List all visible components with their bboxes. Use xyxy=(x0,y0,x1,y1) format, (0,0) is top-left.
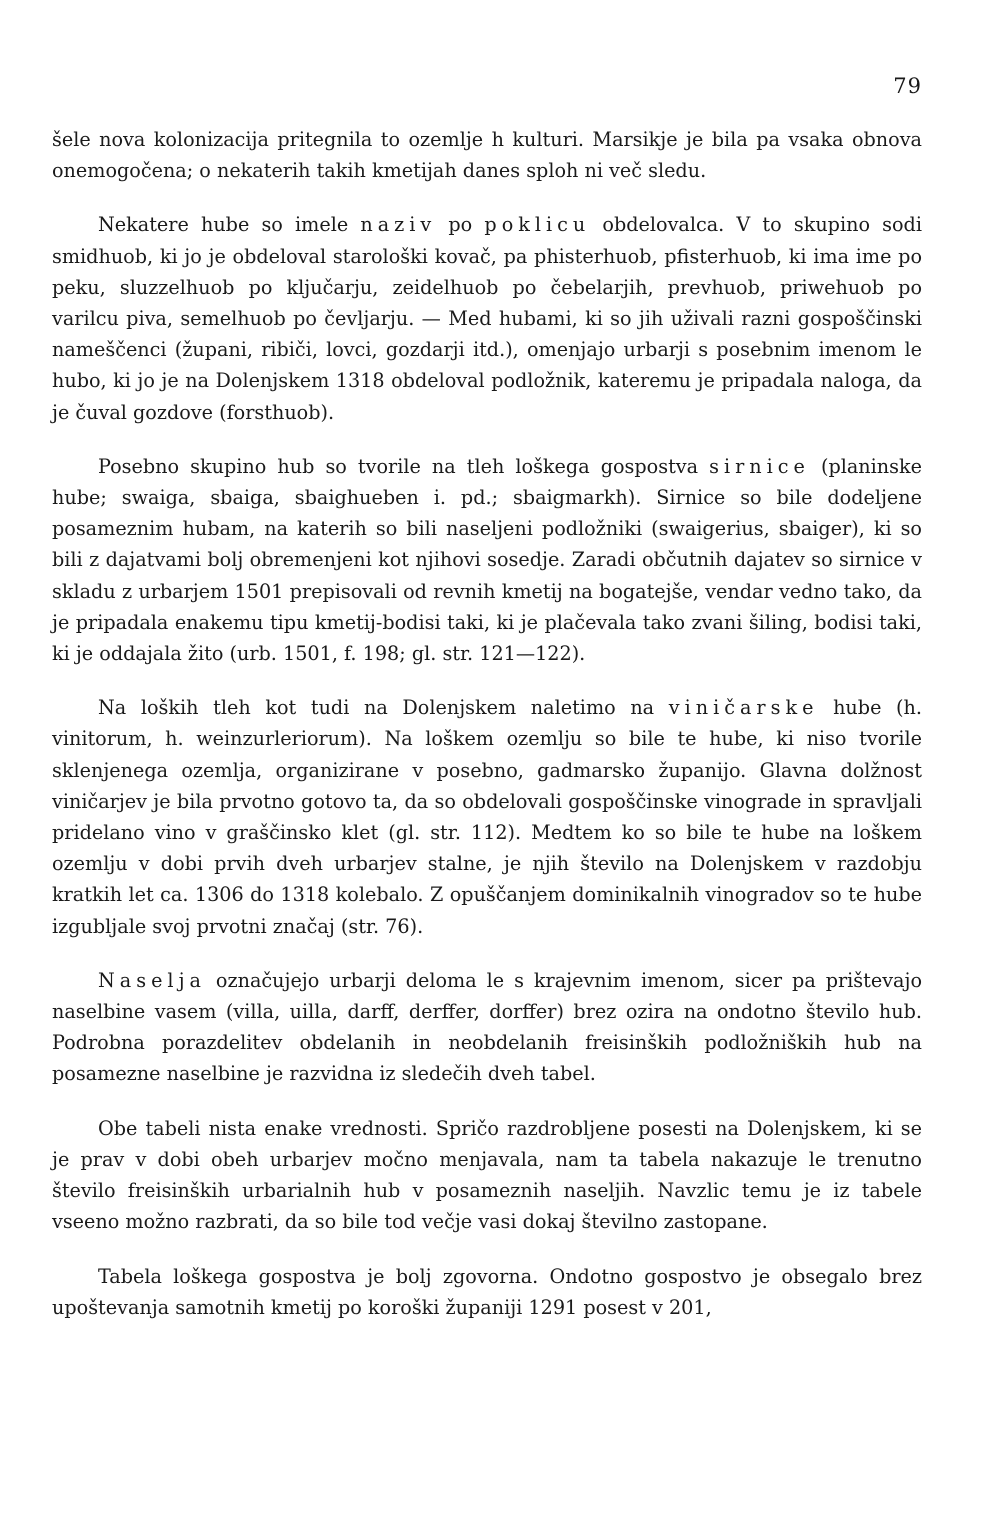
paragraph-1: šele nova kolonizacija pritegnila to ozemlje h kulturi. Marsikje je bila pa vsaka obnova onemogočena; o nekaterih takih kmetijah danes sploh ni več sledu. xyxy=(52,128,922,183)
spaced-term-naselja: Naselja xyxy=(98,968,206,992)
spaced-term-sirnice: sirnice xyxy=(709,454,810,478)
paragraph-2-text-start: Nekatere hube so imele xyxy=(98,213,361,237)
paragraph-5 xyxy=(52,965,922,1090)
paragraph-5-text-end: označujejo urbarji deloma le s krajevnim imenom, sicer pa prištevajo naselbine vasem (villa, uilla, darff, derffer, dorffer) brez ozira na ondotno število hub. Podrobna porazdelitev obdelanih in neobdelanih freisinških podložniških hub na posamezne naselbine je razvidna iz sledečih dveh tabel. xyxy=(52,968,922,1086)
paragraph-3-text-start: Posebno skupino hub so tvorile na tleh loškega gospostva xyxy=(98,454,710,478)
paragraph-2 xyxy=(52,209,922,427)
paragraph-4-text-start: Na loških tleh kot tudi na Dolenjskem naletimo na xyxy=(98,696,669,720)
page-body xyxy=(52,124,922,1346)
paragraph-3-text-end: (planinske hube; swaiga, sbaiga, sbaighueben i. pd.; sbaigmarkh). Sirnice so bile dodeljene posameznim hubam, na katerih so bili naseljeni podložniki (swaigerius, sbaiger), ki so bili z dajatvami bolj obremenjeni kot njihovi sosedje. Zaradi občutnih dajatev so sirnice v skladu z urbarjem 1501 prepisovali od revnih kmetij na bogatejše, vendar vedno tako, da je pripadala enakemu tipu kmetij-bodisi taki, ki je plačevala tako zvani šiling, bodisi taki, ki je oddajala žito (urb. 1501, f. 198; gl. str. 121—122). xyxy=(52,454,922,666)
spaced-term-vinicarske: viničarske xyxy=(668,696,819,720)
paragraph-4-text-end: hube (h. vinitorum, h. weinzurleriorum). Na loškem ozemlju so bile te hube, ki niso tvorile sklenjenega ozemlja, organizirane v posebno, gadmarsko županijo. Glavna dolžnost viničarjev je bila prvotno gotovo ta, da so obdelovali gospoščinske vinograde in spravljali pridelano vino v graščinsko klet (gl. str. 112). Medtem ko so bile te hube na loškem ozemlju v dobi prvih dveh urbarjev stalne, je njih število na Dolenjskem v razdobju kratkih let ca. 1306 do 1318 kolebalo. Z opuščanjem dominikalnih vinogradov so te hube izgubljale svoj prvotni značaj (str. 76). xyxy=(52,696,922,938)
paragraph-2-text-mid: po xyxy=(436,213,485,237)
spaced-term-naziv: naziv xyxy=(360,213,437,237)
paragraph-7: Tabela loškega gospostva je bolj zgovorna. Ondotno gospostvo je obsegalo brez upoštevanja samotnih kmetij po koroški županiji 1291 posest v 201, xyxy=(52,1264,922,1319)
paragraph-2-text-end: obdelovalca. V to skupino sodi smidhuob, ki jo je obdeloval starološki kovač, pa phisterhuob, pfisterhuob, ki ima ime po peku, sluzzelhuob po ključarju, zeidelhuob po čebelarjih, prevhuob, priwehuob po varilcu piva, semelhuob po čevljarju. — Med hubami, ki so jih uživali razni gospoščinski nameščenci (župani, ribiči, lovci, gozdarji itd.), omenjajo urbarji s posebnim imenom le hubo, ki jo je na Dolenjskem 1318 obdeloval podložnik, kateremu je pripadala naloga, da je čuval gozdove (forsthuob). xyxy=(52,213,922,424)
paragraph-3 xyxy=(52,451,922,669)
paragraph-6: Obe tabeli nista enake vrednosti. Spričo razdrobljene posesti na Dolenjskem, ki se je prav v dobi obeh urbarjev močno menjavala, nam ta tabela nakazuje le trenutno število freisinških urbarialnih hub v posameznih naseljih. Navzlic temu je iz tabele vseeno možno razbrati, da so bile tod večje vasi dokaj številno zastopane. xyxy=(52,1116,922,1234)
page-number: 79 xyxy=(893,74,922,98)
spaced-term-poklicu: poklicu xyxy=(484,213,591,237)
paragraph-4 xyxy=(52,692,922,942)
